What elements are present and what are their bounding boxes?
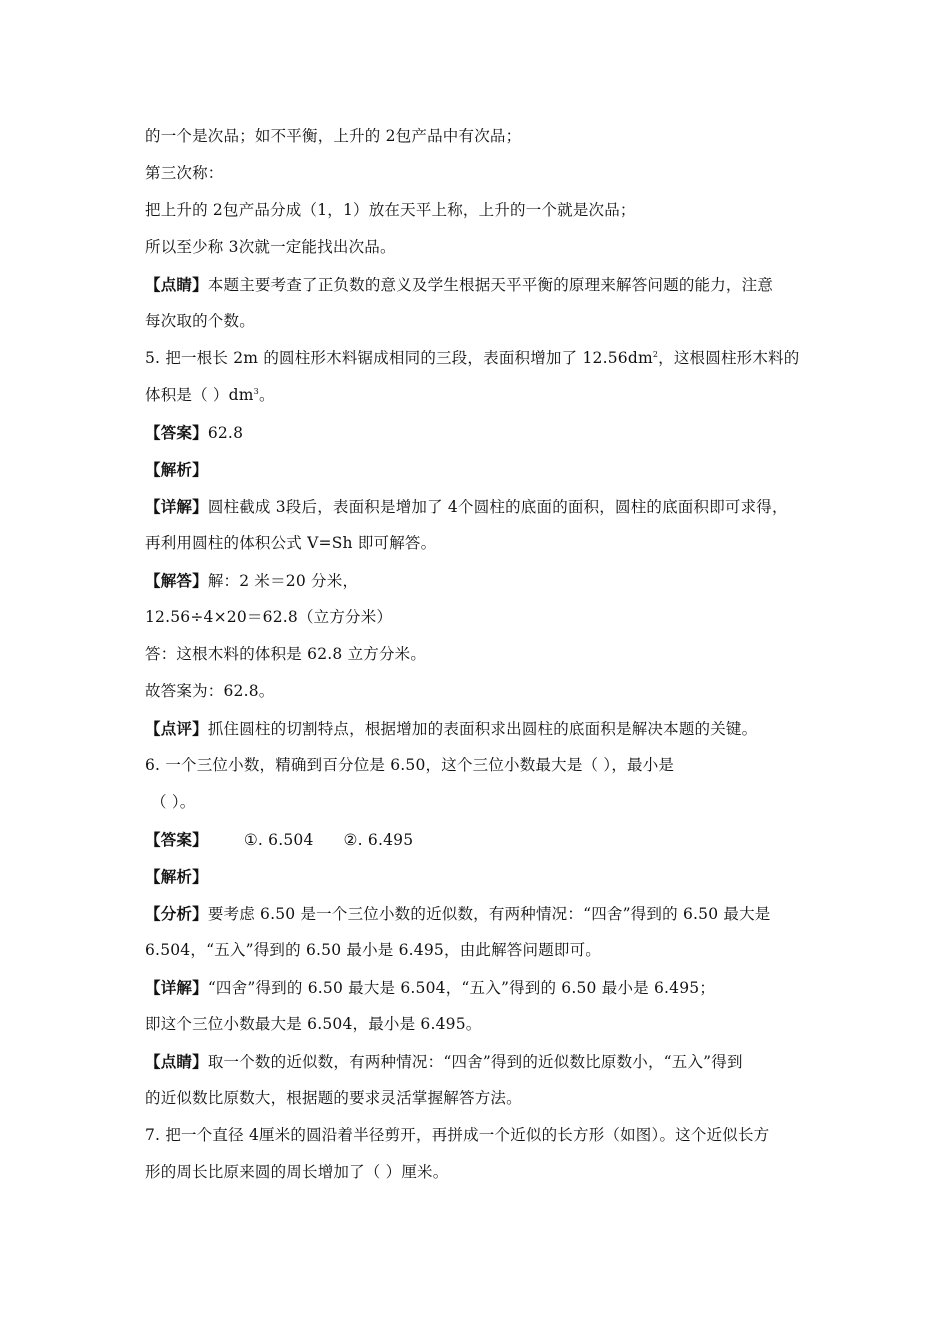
superscript: 3 xyxy=(253,386,259,396)
question-text: ，这根圆柱形木料的 xyxy=(658,349,800,367)
analysis-line xyxy=(145,451,815,488)
answer-tag: 【答案】 xyxy=(145,423,208,442)
text-line: 第三次称： xyxy=(145,164,224,182)
text-line: 12.56÷4×20＝62.8（立方分米） xyxy=(145,608,393,626)
comment-line xyxy=(145,1043,815,1080)
answer-line xyxy=(145,414,815,451)
text-line: 答：这根木料的体积是 62.8 立方分米。 xyxy=(145,645,427,663)
question-7-line: 形的周长比原来圆的周长增加了（ ）厘米。 xyxy=(145,1163,449,1181)
comment-text: 本题主要考查了正负数的意义及学生根据天平平衡的原理来解答问题的能力，注意 xyxy=(207,276,774,294)
analysis-tag: 【解析】 xyxy=(145,867,208,886)
text-line: 每次取的个数。 xyxy=(145,312,255,330)
text-line: 再利用圆柱的体积公式 V=Sh 即可解答。 xyxy=(145,534,437,552)
explain-tag: 【分析】 xyxy=(145,904,208,923)
comment-tag: 【点睛】 xyxy=(145,275,208,294)
explain-line xyxy=(145,895,815,932)
text-line: 故答案为：62.8。 xyxy=(145,682,275,700)
detail-text: 圆柱截成 3段后，表面积是增加了 4个圆柱的底面的面积，圆柱的底面积即可求得， xyxy=(207,498,788,516)
text-line: 所以至少称 3次就一定能找出次品。 xyxy=(145,238,396,256)
solution-text: 解：2 米＝20 分米， xyxy=(207,572,359,590)
superscript: 2 xyxy=(652,349,659,359)
question-5-line xyxy=(145,377,815,414)
analysis-line xyxy=(145,858,815,895)
solution-line xyxy=(145,562,815,599)
text-line: 把上升的 2包产品分成（1，1）放在天平上称，上升的一个就是次品； xyxy=(145,201,636,219)
comment-tag: 【点睛】 xyxy=(145,1052,208,1071)
detail-tag: 【详解】 xyxy=(145,497,208,516)
question-7-line: 7. 把一个直径 4厘米的圆沿着半径剪开，再拼成一个近似的长方形（如图）。这个近似长方 xyxy=(145,1126,770,1144)
text-line: 的一个是次品；如不平衡，上升的 2包产品中有次品； xyxy=(145,127,522,145)
answer-value-2: ②. 6.495 xyxy=(343,831,414,849)
answer-tag: 【答案】 xyxy=(145,830,208,849)
answer-value-1: ①. 6.504 xyxy=(243,831,314,849)
review-line xyxy=(145,710,815,747)
explain-text: 要考虑 6.50 是一个三位小数的近似数，有两种情况：“四舍”得到的 6.50 最大是 xyxy=(207,905,771,923)
text-line xyxy=(145,266,815,303)
question-text: 体积是（ ）dm xyxy=(145,386,254,404)
document-page xyxy=(145,118,815,1191)
answer-line xyxy=(145,821,815,858)
review-tag: 【点评】 xyxy=(145,719,208,738)
text-line: 的近似数比原数大，根据题的要求灵活掌握解答方法。 xyxy=(145,1089,522,1107)
question-6-line: 6. 一个三位小数，精确到百分位是 6.50，这个三位小数最大是（ ），最小是 xyxy=(145,756,675,774)
text-line: 6.504，“五入”得到的 6.50 最小是 6.495，由此解答问题即可。 xyxy=(145,941,601,959)
detail-line xyxy=(145,488,815,525)
detail-text: “四舍”得到的 6.50 最大是 6.504，“五入”得到的 6.50 最小是 6.495； xyxy=(207,979,716,997)
review-text: 抓住圆柱的切割特点，根据增加的表面积求出圆柱的底面积是解决本题的关键。 xyxy=(207,720,758,738)
detail-line xyxy=(145,969,815,1006)
analysis-tag: 【解析】 xyxy=(145,460,208,479)
question-text: 5. 把一根长 2m 的圆柱形木料锯成相同的三段，表面积增加了 12.56dm xyxy=(145,349,653,367)
detail-tag: 【详解】 xyxy=(145,978,208,997)
comment-text: 取一个数的近似数，有两种情况：“四舍”得到的近似数比原数小，“五入”得到 xyxy=(207,1053,743,1071)
question-5-line xyxy=(145,340,815,377)
text-line: 即这个三位小数最大是 6.504，最小是 6.495。 xyxy=(145,1015,482,1033)
question-text: 。 xyxy=(258,386,275,404)
solution-tag: 【解答】 xyxy=(145,571,208,590)
answer-value: 62.8 xyxy=(207,424,244,442)
question-6-line: （ ）。 xyxy=(151,793,196,811)
